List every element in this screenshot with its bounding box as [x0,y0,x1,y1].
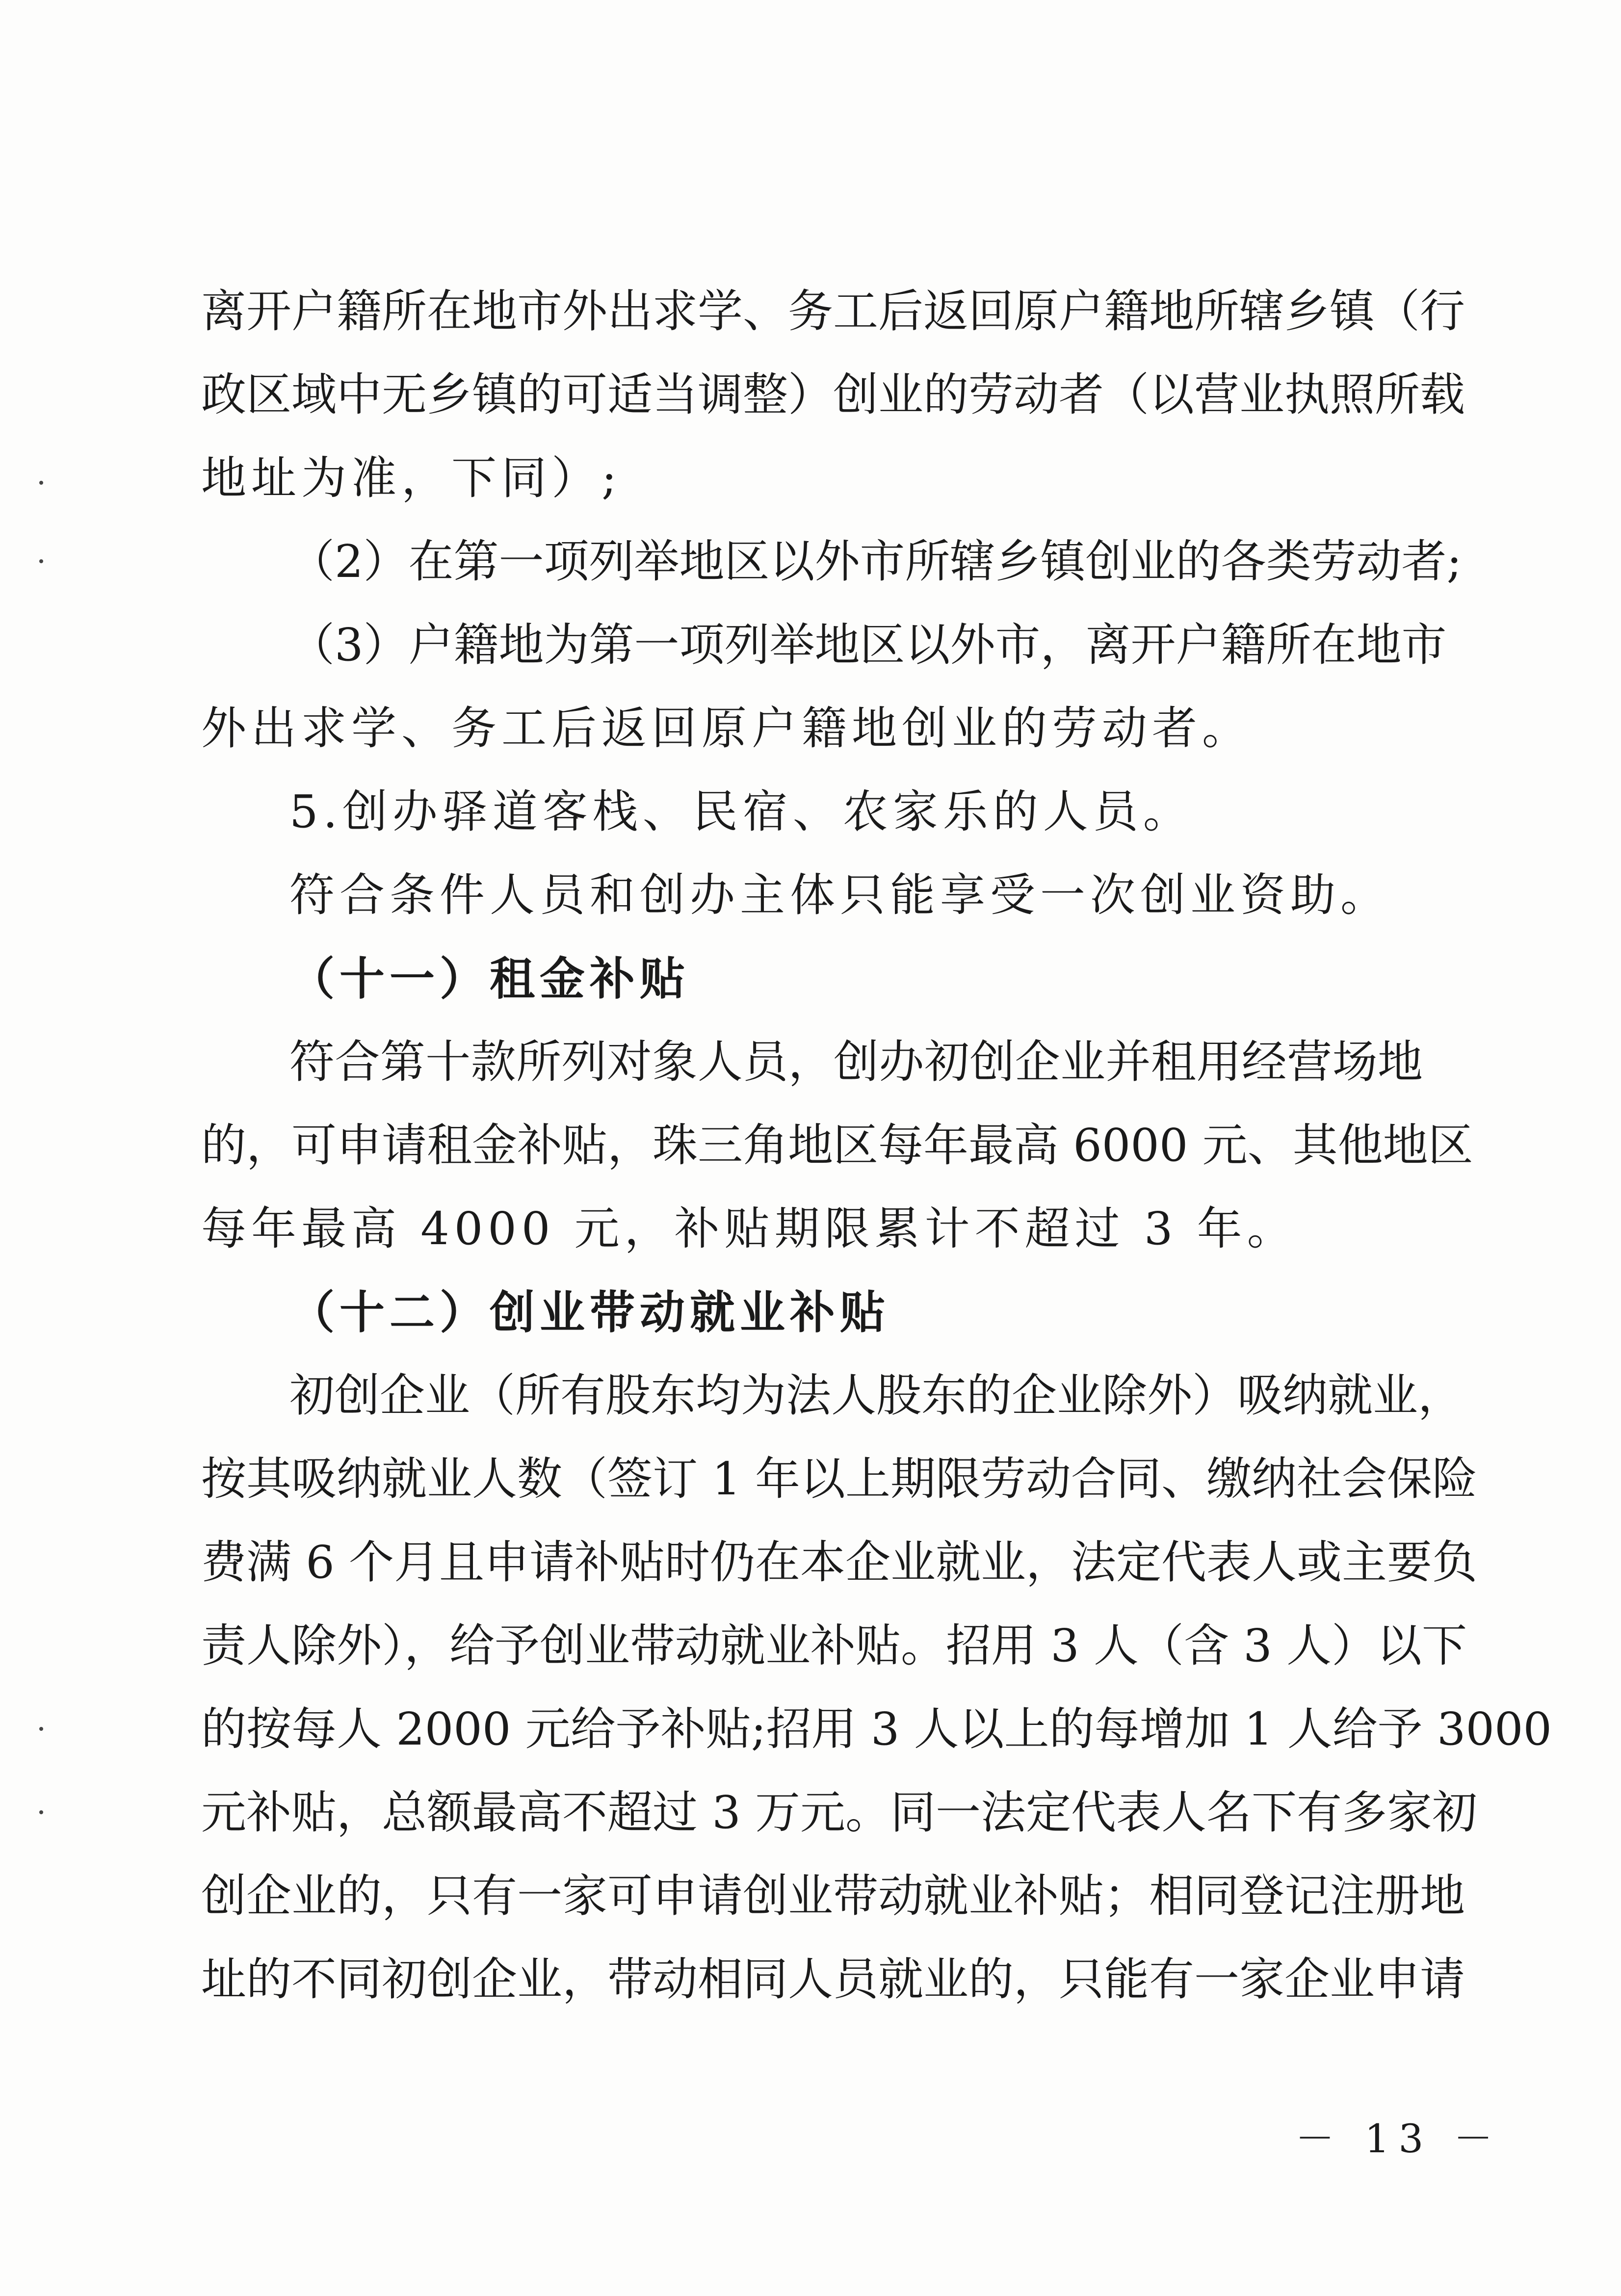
body-text-line: 符合条件人员和创办主体只能享受一次创业资助。 [289,869,1391,921]
body-text-line: 费满 6 个月且申请补贴时仍在本企业就业，法定代表人或主要负 [201,1536,1478,1589]
body-text-line: 创企业的，只有一家可申请创业带动就业补贴；相同登记注册地 [201,1870,1465,1922]
body-text-line: 初创企业（所有股东均为法人股东的企业除外）吸纳就业， [289,1369,1464,1422]
body-text-line: 符合第十款所列对象人员，创办初创企业并租用经营场地 [289,1036,1423,1088]
margin-binding-mark [39,481,43,485]
body-text-line: 的，可申请租金补贴，珠三角地区每年最高 6000 元、其他地区 [201,1119,1473,1172]
margin-binding-mark [39,1727,43,1731]
margin-binding-mark [39,559,43,563]
list-item-5: 5.创办驿道客栈、民宿、农家乐的人员。 [289,785,1193,838]
section-heading-employment-subsidy: （十二）创业带动就业补贴 [289,1286,890,1339]
body-text-line: 离开户籍所在地市外出求学、务工后返回原户籍地所辖乡镇（行 [201,285,1465,338]
page-number: － 13 － [1295,2116,1502,2162]
list-item-3: （3）户籍地为第一项列举地区以外市，离开户籍所在地市 [289,619,1447,671]
body-text-line: 地址为准，下同）; [201,452,622,504]
body-text-line: 责人除外），给予创业带动就业补贴。招用 3 人（含 3 人）以下 [201,1619,1467,1672]
section-heading-rent-subsidy: （十一）租金补贴 [289,952,690,1005]
body-text-line: 的按每人 2000 元给予补贴;招用 3 人以上的每增加 1 人给予 3000 [201,1703,1552,1755]
body-text-line: 政区域中无乡镇的可适当调整）创业的劳动者（以营业执照所载 [201,368,1465,421]
body-text-line: 外出求学、务工后返回原户籍地创业的劳动者。 [201,702,1253,755]
list-item-2: （2）在第一项列举地区以外市所辖乡镇创业的各类劳动者; [289,535,1462,588]
body-text-line: 每年最高 4000 元，补贴期限累计不超过 3 年。 [201,1202,1297,1255]
body-text-line: 址的不同初创企业，带动相同人员就业的，只能有一家企业申请 [201,1953,1465,2006]
body-text-line: 元补贴，总额最高不超过 3 万元。同一法定代表人名下有多家初 [201,1786,1478,1839]
margin-binding-mark [39,1810,43,1814]
body-text-line: 按其吸纳就业人数（签订 1 年以上期限劳动合同、缴纳社会保险 [201,1453,1478,1505]
